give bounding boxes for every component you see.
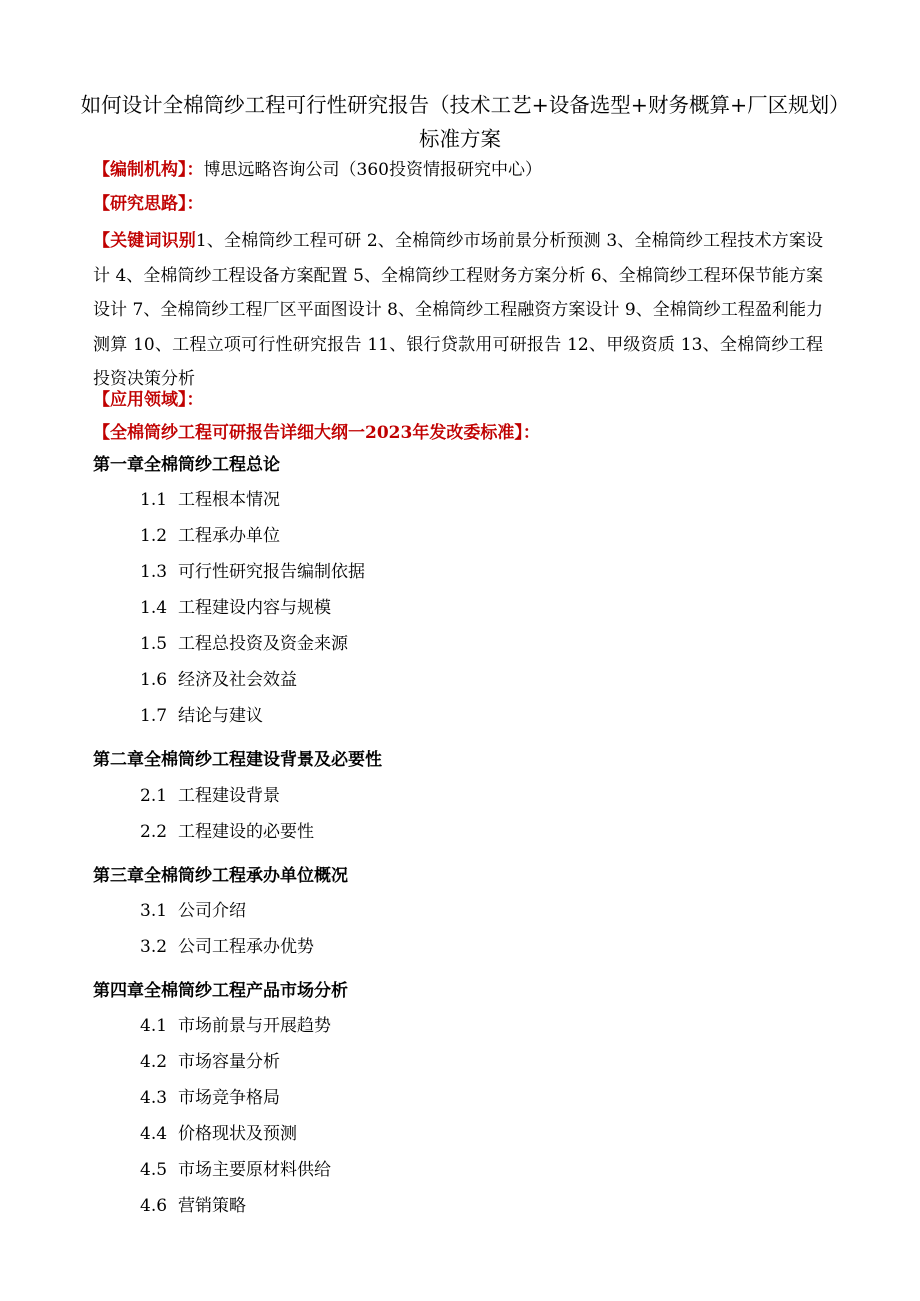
toc-item-number: 3.2	[140, 937, 168, 957]
toc-item-number: 2.2	[140, 822, 168, 842]
field-line	[93, 388, 833, 412]
toc-item-number: 3.1	[140, 901, 168, 921]
document-title: 如何设计全棉筒纱工程可行性研究报告（技术工艺+设备选型+财务概算+厂区规划）标准方案	[80, 93, 840, 151]
toc-item	[140, 1014, 331, 1038]
toc-item-text: 结论与建议	[178, 706, 263, 726]
toc-item-text: 工程总投资及资金来源	[178, 634, 348, 654]
toc-item-number: 4.4	[140, 1124, 168, 1144]
toc-item	[140, 632, 348, 656]
outline-line	[93, 421, 833, 445]
toc-item-number: 1.3	[140, 562, 168, 582]
toc-item	[140, 935, 314, 959]
toc-item-number: 4.5	[140, 1160, 168, 1180]
idea-line	[93, 192, 833, 216]
toc-item-number: 1.4	[140, 598, 168, 618]
toc-item-text: 工程建设的必要性	[178, 822, 314, 842]
toc-item	[140, 1194, 246, 1218]
org-value: 博思远略咨询公司（360投资情报研究中心）	[203, 160, 542, 180]
toc-item-text: 经济及社会效益	[178, 670, 297, 690]
outline-label: 【全棉筒纱工程可研报告详细大纲一2023年发改委标准】：	[93, 423, 540, 443]
toc-item-text: 价格现状及预测	[178, 1124, 297, 1144]
toc-item	[140, 1086, 280, 1110]
toc-item-text: 工程建设内容与规模	[178, 598, 331, 618]
toc-item-number: 4.1	[140, 1016, 168, 1036]
chapter-heading: 第三章全棉筒纱工程承办单位概况	[93, 866, 348, 886]
toc-item	[140, 704, 263, 728]
toc-item-number: 1.1	[140, 490, 168, 510]
keyword-label: 【关键词识别	[93, 231, 196, 251]
idea-label: 【研究思路】：	[93, 194, 204, 214]
toc-item	[140, 668, 297, 692]
toc-item	[140, 784, 280, 808]
org-label: 【编制机构】：	[93, 160, 204, 180]
chapter-heading: 第一章全棉筒纱工程总论	[93, 455, 280, 475]
toc-item	[140, 820, 314, 844]
toc-item-text: 市场主要原材料供给	[178, 1160, 331, 1180]
toc-item	[140, 488, 280, 512]
toc-item-text: 可行性研究报告编制依据	[178, 562, 365, 582]
toc-item-number: 1.5	[140, 634, 168, 654]
toc-item-text: 工程根本情况	[178, 490, 280, 510]
toc-item-number: 2.1	[140, 786, 168, 806]
toc-item-text: 工程承办单位	[178, 526, 280, 546]
keyword-paragraph	[93, 224, 823, 397]
toc-item	[140, 899, 246, 923]
toc-item-text: 市场容量分析	[178, 1052, 280, 1072]
keyword-text: 1、全棉筒纱工程可研 2、全棉筒纱市场前景分析预测 3、全棉筒纱工程技术方案设计 4、全棉筒纱工程设备方案配置 5、全棉筒纱工程财务方案分析 6、全棉筒纱工程环保节能方案设计 7、全棉筒纱工程厂区平面图设计 8、全棉筒纱工程融资方案设计 9、全棉筒纱工程盈利能力测算 10、工程立项可行性研究报告 11、银行贷款用可研报告 12、甲级资质 13、全棉筒纱工程投资决策分析	[93, 231, 823, 389]
toc-item	[140, 524, 280, 548]
toc-item	[140, 560, 365, 584]
chapter-heading: 第二章全棉筒纱工程建设背景及必要性	[93, 750, 382, 770]
field-label: 【应用领域】：	[93, 390, 204, 410]
toc-item-text: 市场前景与开展趋势	[178, 1016, 331, 1036]
toc-item-number: 4.2	[140, 1052, 168, 1072]
toc-item-number: 4.6	[140, 1196, 168, 1216]
toc-item-text: 营销策略	[178, 1196, 246, 1216]
org-line	[93, 158, 833, 182]
toc-item-text: 公司工程承办优势	[178, 937, 314, 957]
toc-item-number: 4.3	[140, 1088, 168, 1108]
toc-item	[140, 1158, 331, 1182]
toc-item-text: 市场竞争格局	[178, 1088, 280, 1108]
toc-item	[140, 1050, 280, 1074]
toc-item-number: 1.6	[140, 670, 168, 690]
chapter-heading: 第四章全棉筒纱工程产品市场分析	[93, 981, 348, 1001]
toc-item-number: 1.2	[140, 526, 168, 546]
toc-item	[140, 596, 331, 620]
toc-item-text: 公司介绍	[178, 901, 246, 921]
toc-item-text: 工程建设背景	[178, 786, 280, 806]
toc-item	[140, 1122, 297, 1146]
toc-item-number: 1.7	[140, 706, 168, 726]
